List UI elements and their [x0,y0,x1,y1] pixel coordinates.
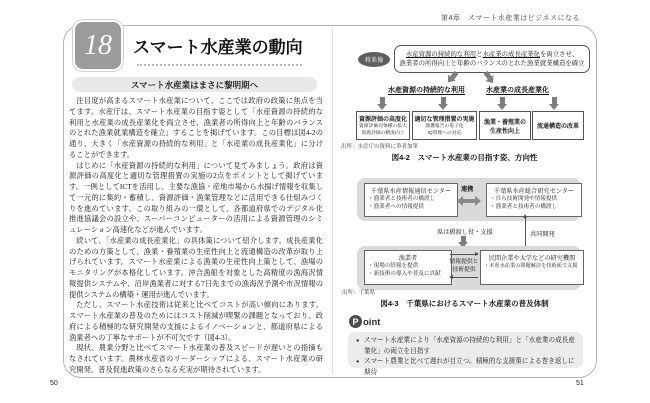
paragraph: 続いて、「水産業の成長産業化」の具体策について紹介します。成長産業化のための方策として、漁業・養殖業の生産性向上と流通構造の改革が取り上げられています。スマート水産業による漁業の生産性向上策として、漁場のモニタリングが本格化しています。沖合漁船を対象とした高精度の漁海況情報提供システムや、沿岸漁業者に対する7日先までの漁海況予測や市況情報の提供システムの構築・運用が進んでいます。 [69,235,323,299]
title-dotted-rule [137,64,302,66]
paragraph: ただし、スマート水産技術は従来と比べてコストが高い傾向にあります。スマート水産業の普及のためにはコスト削減が喫緊の課題となっており、政府による積極的な研究開発の支援によるイノベーションと、都道府県による漁業者への丁寧なサポートが不可欠です（図4-3）。 [69,300,323,342]
fig42-source: 出所：水産庁の資料に筆者加筆 [341,144,419,150]
joint-development-line-icon [525,215,526,250]
support-label: 県は橋渡し役・支援 [437,229,493,236]
paragraph: 注目度が高まるスマート水産業について、ここでは政府の政策に焦点を当てます。水産庁は、スマート水産業の目指す姿として「水産資源の持続的な利用と水産業の成長産業化を両立させ、漁業者の所得向上と年齢のバランスのとれた漁業就業構造を確立」することを掲げています。この目標は図4-2の通り、大きく「水産資源の持続的な利用」と「水産業の成長産業化」に分けることができます。 [69,96,323,159]
point-bullet: ● スマート農業と比べて遅れが目立つ。積極的な支援策による巻き返しに期待 [356,357,575,378]
page-gutter-divider [332,27,333,374]
future-vision-ellipse [358,52,390,67]
running-head: 第4章 スマート水産業はビジネスになる [440,15,580,22]
paragraph: はじめに「水産資源の持続的な利用」について見てみましょう。政府は資源評価の高度化と適切な管理措置の実施の2点をポイントとして掲げています。一例としてICTを活用し、主要な漁協・産地市場から水揚げ情報を収集して一元的に集約・蓄積し、資源評価・漁業管理などに活用できる仕組みづくりを進めています。この取り組みの一環として、各都道府県でのデジタル化推進協議会の設立や、スーパーコンピューターの活用による資源管理のシミュレーション高速化などが進んでいます。 [69,160,323,234]
fig42-caption: 図4-2 スマート水産業の目指す姿、方向性 [391,153,538,162]
down-arrow-icon [497,97,508,110]
page-number-right: 51 [576,380,584,387]
section-number: 18 [84,29,112,61]
point-p-icon: P [349,315,362,328]
exchange-label: 情報提供と 技術提供 [449,259,479,273]
down-arrow-icon [438,97,449,110]
measure-box-3: 漁業・養殖業の生産性向上 [479,111,531,140]
page-number-left: 50 [50,380,58,387]
future-vision-label: 将来像 [364,57,384,64]
section-number-badge [73,20,123,71]
branch-label-left: 水産資源の持続的な利用 [388,87,465,94]
point-bullet: ● スマート水産業により「水産資源の持続的な利用」と「水産業の成長産業化」の両立を目指す [356,336,575,357]
measure-box-2: 適切な管理措置の実施 漁獲報告の電子化 IQ管理への対応 [412,111,477,140]
subtitle-pill [72,77,317,92]
goal-line-1: 水産資源の持続的な利用と水産業の成長産業化を両立させ、 [405,51,579,58]
down-arrow-icon [377,97,388,110]
left-arrow-icon [450,277,478,278]
research-institutions-box: 民間企業や大学などの研究機関 ・本県水産業の問題解決を技術面で支援 [480,250,584,285]
measure-box-4: 流通構造の改革 [532,111,584,140]
link-label: 連携 [461,186,474,193]
info-center-box: 千葉県水産情報通信センター ・漁業者と技術者の橋渡し ・漁業者への情報提供 [364,183,458,217]
branch-label-right: 水産業の成長産業化 [486,87,549,94]
goal-line-2: 漁業者の所得向上と年齢のバランスのとれた漁業就業構造を確立 [399,60,585,67]
fig43-caption: 図4-3 千葉県におけるスマート水産業の普及体制 [380,299,549,308]
point-label: oint [363,317,381,328]
subtitle-text: スマート水産業はまさに黎明期へ [130,79,259,90]
right-arrow-icon [450,254,478,255]
page-title: スマート水産業の動向 [133,38,303,57]
double-arrow-icon [457,196,481,206]
fishermen-box: 漁業者 ・現場の情報を提供 ・新技術の導入や普及に貢献 [364,250,452,285]
measure-box-1: 資源評価の高度化 資源評価対象種の拡大 資源評価の精度向上 [356,111,410,140]
paragraph: 現状、農業分野と比べてスマート水産業の普及スピードが遅いとの指摘もなされています。農林水産省のリーダーシップによる、スマート水産業の研究開発、普及促進政策のさらなる充実が期待されています。 [69,343,323,374]
down-arrow-icon [549,97,560,110]
point-panel [348,332,583,376]
fig43-source: 出所：千葉県 [342,290,376,296]
joint-development-label: 共同開発 [530,231,555,238]
goal-statement-box [394,45,590,73]
body-text [69,96,323,376]
research-center-box: 千葉県水産総合研究センター ・自ら技術開発や情報提供 ・漁業者と技術者の橋渡し [486,183,582,217]
